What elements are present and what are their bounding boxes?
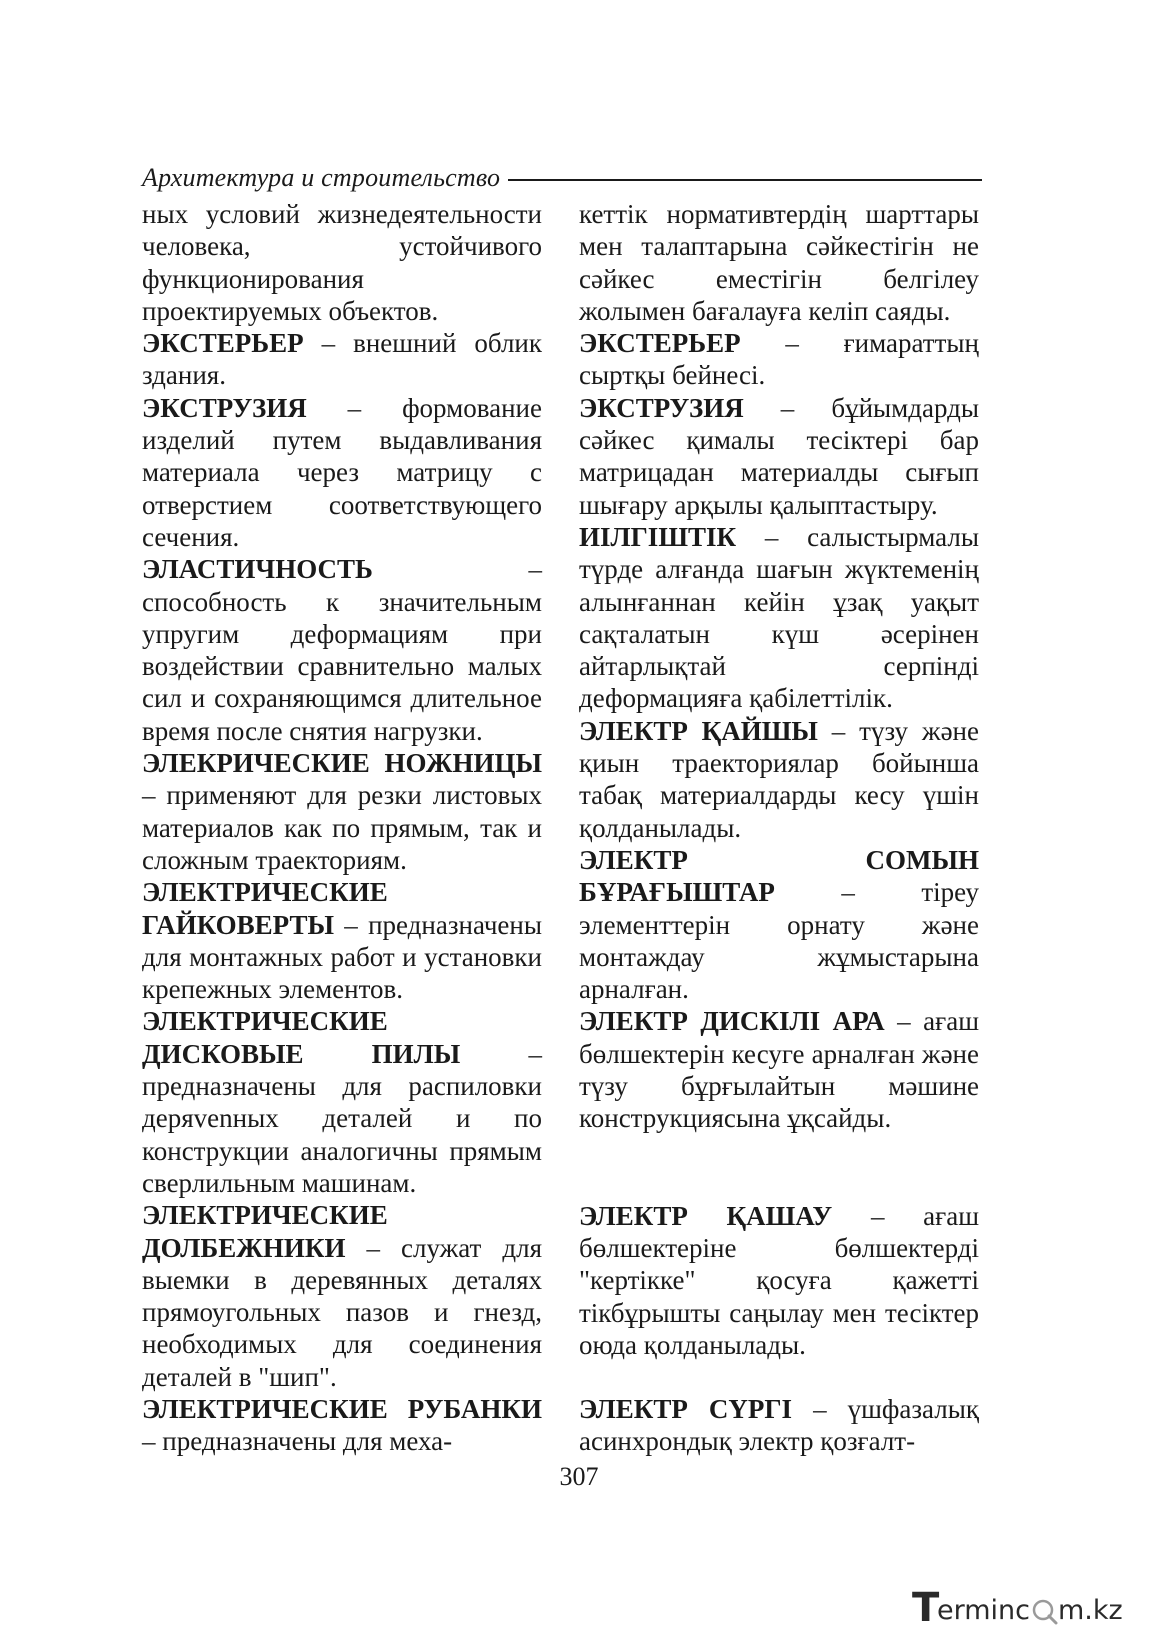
entry-text: – үшфазалық асинхрондық электр қозғалт- (579, 1394, 979, 1457)
entry-text: – предназначены для монтажных работ и установки крепежных элементов. (142, 909, 542, 1005)
right-column (579, 198, 979, 1458)
running-title: Архитектура и строительство (142, 163, 501, 192)
entry-term: ЭЛЕКТРИЧЕСКИЕ ДИСКОВЫЕ ПИЛЫ (142, 1006, 461, 1069)
page-number: 307 (559, 1462, 599, 1491)
entry-term: ЭЛЕКРИЧЕСКИЕ НОЖНИЦЫ (142, 748, 542, 779)
entry-term: ЭЛЕКТРИЧЕСКИЕ РУБАНКИ (142, 1393, 542, 1424)
glossary-entry (142, 198, 542, 327)
magnifier-icon (1034, 1601, 1056, 1623)
entry-text: – применяют для резки листовых материалов как по прямым, так и сложным траекториям. (142, 780, 542, 875)
glossary-entry (579, 521, 979, 715)
watermark-middle: erminc (937, 1595, 1030, 1626)
entry-term: ЭКСТРУЗИЯ (579, 392, 744, 423)
entry-term: ЭЛЕКТР СОМЫН БҰРАҒЫШТАР (579, 844, 979, 908)
glossary-entry (579, 327, 979, 392)
entry-term: ЭКСТЕРЬЕР (579, 328, 741, 359)
entry-term: ЭЛЕКТР ДИСКІЛІ АРА (579, 1006, 885, 1037)
entry-text: – служат для выемки в деревянных деталях прямоугольных пазов и гнезд, необходимых для соединения деталей в "шип". (142, 1232, 542, 1392)
header-rule (508, 179, 982, 181)
glossary-entry (579, 198, 979, 327)
entry-text: – формование изделий путем выдавливания материала через матрицу с отверстием соответствующего сечения. (142, 392, 542, 552)
entry-text: – ағаш бөлшектеріне бөлшектерді "кертікке" қосуға қажетті тікбұрышты саңылау мен тесіктер оюда қолданылады. (579, 1200, 979, 1360)
entry-text: – бұйымдарды сәйкес қималы тесіктері бар матрицадан материалды сығып шығару арқылы қалыптастыру. (579, 392, 979, 520)
entry-text: ных условий жизнедеятельности человека, устойчивого функционирования проектируемых объектов. (142, 199, 542, 326)
entry-term: ЭЛЕКТРИЧЕСКИЕ ДОЛБЕЖНИКИ (142, 1200, 388, 1263)
glossary-entry (579, 844, 979, 1005)
entry-text: – салыстырмалы түрде алғанда шағын жүктеменің алынғаннан кейін ұзақ уақыт сақталатын күш әсерінен айтарлықтай серпінді деформацияға қабілеттілік. (579, 521, 979, 714)
glossary-entry (142, 1393, 542, 1458)
running-head (142, 160, 982, 196)
watermark-suffix: m.kz (1058, 1595, 1123, 1626)
entry-term: ЭКСТРУЗИЯ (142, 392, 307, 423)
site-watermark (912, 1583, 1138, 1631)
entry-term: ЭКСТЕРЬЕР (142, 328, 304, 359)
glossary-entry (142, 1005, 542, 1199)
left-column (142, 198, 542, 1458)
entry-term: ЭЛЕКТР СҮРГІ (579, 1394, 793, 1425)
watermark-prefix: T (912, 1585, 940, 1631)
entry-text: – предназначены для распиловки деряvenных деталей и по конструкции аналогичны прямым сверлильным машинам. (142, 1038, 542, 1198)
entry-term: ИІЛГІШТІК (579, 521, 737, 552)
glossary-entry (142, 553, 542, 747)
entry-term: ЭЛАСТИЧНОСТЬ (142, 554, 373, 585)
glossary-entry (142, 327, 542, 392)
glossary-entry (142, 876, 542, 1005)
entry-term: ЭЛЕКТР ҚАШАУ (579, 1200, 833, 1231)
entry-text: – ғимараттың сыртқы бейнесі. (579, 328, 979, 391)
glossary-entry (579, 1393, 979, 1458)
entry-text: – тіреу элементтерін орнату және монтаждау жұмыстарына арналған. (579, 877, 979, 1005)
glossary-entry (142, 747, 542, 876)
entry-text: кеттік нормативтердің шарттары мен талаптарына сәйкестігін не сәйкес еместігін белгілеу жолымен бағалауға келіп саяды. (579, 199, 979, 326)
entry-text: – түзу және қиын траекториялар бойынша табақ материалдарды кесу үшін қолданылады. (579, 715, 979, 843)
glossary-entry (579, 392, 979, 521)
entry-text: – предназначены для меха- (142, 1426, 453, 1457)
entry-text: – способность к значительным упругим деформациям при воздействии сравнительно малых сил и сохраняющимся длительное время после снятия нагрузки. (142, 554, 542, 746)
entry-text: – внешний облик здания. (142, 328, 542, 391)
glossary-entry (579, 1200, 979, 1361)
glossary-entry (579, 715, 979, 844)
entry-term: ЭЛЕКТР ҚАЙШЫ (579, 715, 818, 746)
glossary-entry (142, 1199, 542, 1393)
glossary-entry (142, 392, 542, 553)
glossary-entry (579, 1005, 979, 1134)
entry-term: ЭЛЕКТРИЧЕСКИЕ ГАЙКОВЕРТЫ (142, 877, 388, 940)
entry-text: – ағаш бөлшектерін кесуге арналған және түзу бұрғылайтын мәшине конструкциясына ұқсайды. (579, 1006, 979, 1134)
